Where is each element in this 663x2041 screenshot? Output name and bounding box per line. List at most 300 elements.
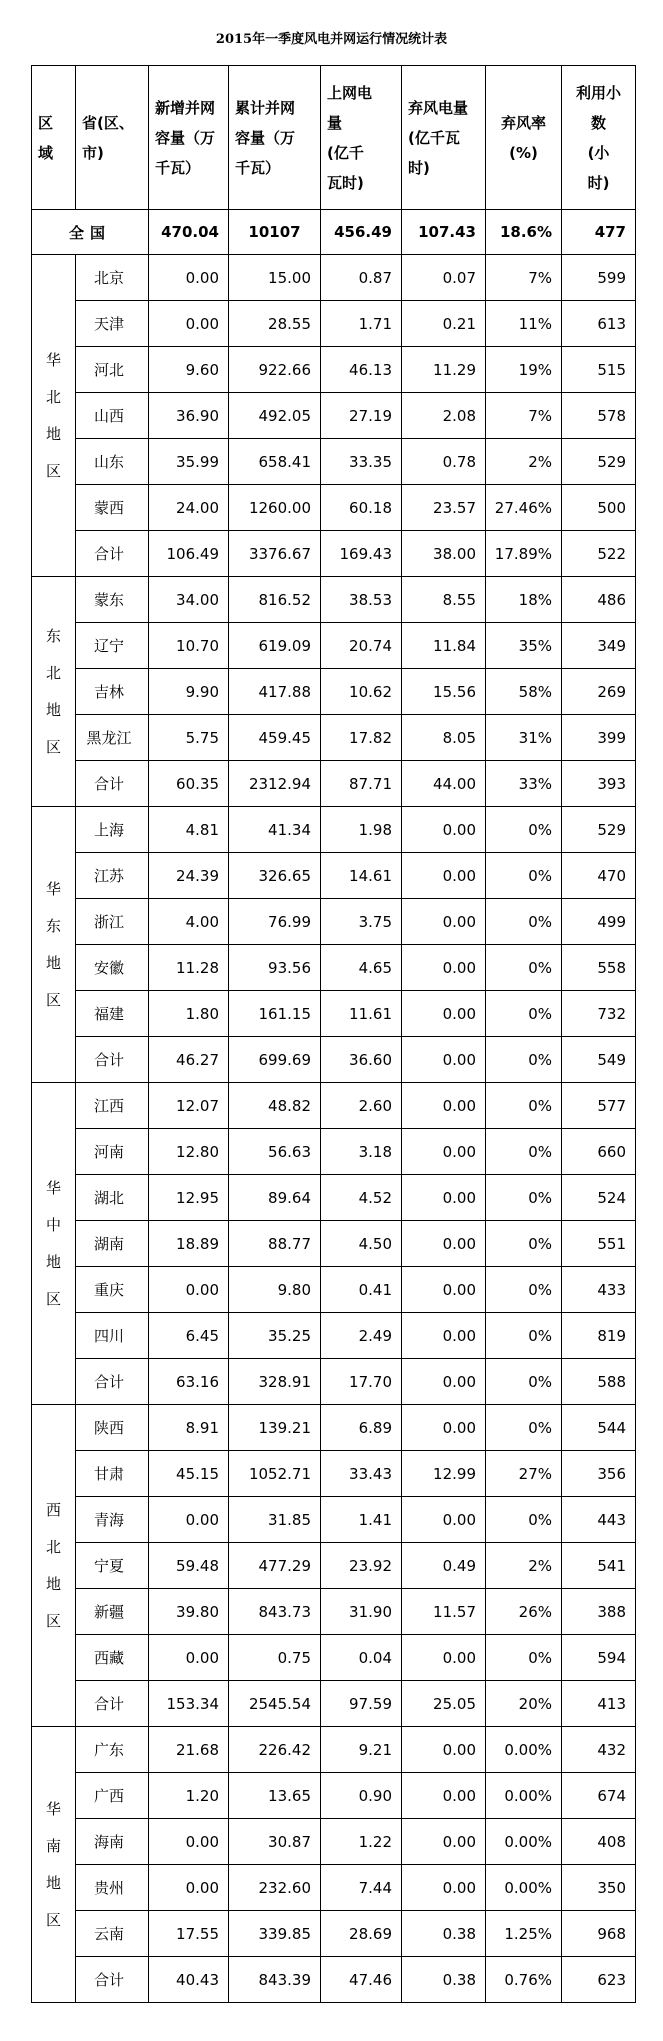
generation: 2.60 [321, 1083, 402, 1129]
generation: 0.87 [321, 255, 402, 301]
new-capacity: 6.45 [149, 1313, 229, 1359]
province-name: 青海 [76, 1497, 149, 1543]
region-name-char: 南 [45, 1836, 61, 1855]
header-province [76, 66, 149, 210]
generation: 60.18 [321, 485, 402, 531]
utilization-hours: 399 [562, 715, 636, 761]
new-capacity: 24.00 [149, 485, 229, 531]
utilization-hours: 499 [562, 899, 636, 945]
region-name-char: 地 [45, 700, 61, 719]
province-name: 重庆 [76, 1267, 149, 1313]
cumulative-capacity: 76.99 [229, 899, 321, 945]
abandon-rate: 19% [486, 347, 562, 393]
table-row [32, 1175, 636, 1221]
abandon-rate: 0.00% [486, 1773, 562, 1819]
new-capacity: 21.68 [149, 1727, 229, 1773]
province-name: 河南 [76, 1129, 149, 1175]
abandon-rate: 0.00% [486, 1865, 562, 1911]
generation: 2.49 [321, 1313, 402, 1359]
abandon-rate: 20% [486, 1681, 562, 1727]
utilization-hours: 819 [562, 1313, 636, 1359]
utilization-hours: 413 [562, 1681, 636, 1727]
cumulative-capacity: 843.73 [229, 1589, 321, 1635]
province-name: 陕西 [76, 1405, 149, 1451]
new-capacity: 40.43 [149, 1957, 229, 2003]
abandon-rate: 0% [486, 1129, 562, 1175]
abandoned-generation: 0.00 [402, 853, 486, 899]
table-row [32, 1957, 636, 2003]
new-capacity: 46.27 [149, 1037, 229, 1083]
abandon-rate: 0% [486, 1405, 562, 1451]
utilization-hours: 522 [562, 531, 636, 577]
header-line: 利用小 [575, 83, 621, 102]
region-name-char: 区 [45, 1289, 61, 1308]
abandon-rate: 0.00% [486, 1819, 562, 1865]
abandoned-generation: 38.00 [402, 531, 486, 577]
generation: 17.82 [321, 715, 402, 761]
new-capacity: 24.39 [149, 853, 229, 899]
abandon-rate: 0% [486, 1497, 562, 1543]
utilization-hours: 350 [562, 1865, 636, 1911]
region-name-char: 东 [45, 626, 61, 645]
cumulative-capacity: 41.34 [229, 807, 321, 853]
cumulative-capacity: 232.60 [229, 1865, 321, 1911]
cumulative-capacity: 816.52 [229, 577, 321, 623]
region-name-char: 华 [45, 879, 61, 898]
generation: 1.98 [321, 807, 402, 853]
province-name: 合计 [76, 761, 149, 807]
table-row [32, 945, 636, 991]
utilization-hours: 577 [562, 1083, 636, 1129]
generation: 1.71 [321, 301, 402, 347]
table-row [32, 1313, 636, 1359]
new-capacity: 9.60 [149, 347, 229, 393]
new-capacity: 9.90 [149, 669, 229, 715]
province-name: 云南 [76, 1911, 149, 1957]
generation: 0.04 [321, 1635, 402, 1681]
cumulative-capacity: 477.29 [229, 1543, 321, 1589]
province-name: 广东 [76, 1727, 149, 1773]
province-name: 上海 [76, 807, 149, 853]
abandon-rate: 17.89% [486, 531, 562, 577]
table-row [32, 1497, 636, 1543]
cumulative-capacity: 492.05 [229, 393, 321, 439]
abandon-rate: 35% [486, 623, 562, 669]
new-capacity: 11.28 [149, 945, 229, 991]
header-line: 千瓦） [235, 158, 281, 177]
header-line: 累计并网 [235, 98, 296, 117]
table-row [32, 1819, 636, 1865]
table-row [32, 1773, 636, 1819]
region-name [32, 1727, 76, 2003]
abandoned-generation: 0.21 [402, 301, 486, 347]
abandon-rate: 33% [486, 761, 562, 807]
region-name [32, 1083, 76, 1405]
table-row [32, 623, 636, 669]
province-name: 山东 [76, 439, 149, 485]
new-capacity: 34.00 [149, 577, 229, 623]
national-total-row [32, 210, 636, 255]
header-line: 千瓦） [155, 158, 201, 177]
utilization-hours: 968 [562, 1911, 636, 1957]
abandon-rate: 0% [486, 899, 562, 945]
cumulative-capacity: 89.64 [229, 1175, 321, 1221]
utilization-hours: 470 [562, 853, 636, 899]
abandoned-generation: 0.00 [402, 1037, 486, 1083]
abandoned-generation: 8.55 [402, 577, 486, 623]
province-name: 湖南 [76, 1221, 149, 1267]
cumulative-capacity: 30.87 [229, 1819, 321, 1865]
region-name-char: 地 [45, 1873, 61, 1892]
abandon-rate: 0% [486, 807, 562, 853]
abandoned-generation: 0.00 [402, 1221, 486, 1267]
generation: 33.35 [321, 439, 402, 485]
generation: 1.22 [321, 1819, 402, 1865]
abandoned-generation: 0.00 [402, 1865, 486, 1911]
generation: 87.71 [321, 761, 402, 807]
generation: 3.18 [321, 1129, 402, 1175]
header-line: (小 [587, 143, 610, 162]
abandon-rate: 0% [486, 1267, 562, 1313]
header-line: 时) [587, 173, 610, 192]
generation: 3.75 [321, 899, 402, 945]
province-name: 吉林 [76, 669, 149, 715]
utilization-hours: 443 [562, 1497, 636, 1543]
generation: 46.13 [321, 347, 402, 393]
province-name: 合计 [76, 531, 149, 577]
utilization-hours: 356 [562, 1451, 636, 1497]
new-capacity: 18.89 [149, 1221, 229, 1267]
header-line: 瓦时) [327, 173, 364, 192]
region-name-char: 北 [45, 387, 61, 406]
region-name [32, 577, 76, 807]
province-name: 辽宁 [76, 623, 149, 669]
province-name: 湖北 [76, 1175, 149, 1221]
table-row [32, 255, 636, 301]
table-row [32, 1589, 636, 1635]
header-line: 量 [327, 113, 343, 132]
generation: 27.19 [321, 393, 402, 439]
table-row [32, 1727, 636, 1773]
abandon-rate: 0% [486, 1083, 562, 1129]
generation: 10.62 [321, 669, 402, 715]
cumulative-capacity: 326.65 [229, 853, 321, 899]
new-capacity: 39.80 [149, 1589, 229, 1635]
abandoned-generation: 2.08 [402, 393, 486, 439]
province-name: 天津 [76, 301, 149, 347]
abandon-rate: 27% [486, 1451, 562, 1497]
national-total-label: 全国 [32, 210, 149, 255]
abandon-rate: 26% [486, 1589, 562, 1635]
abandon-rate: 0% [486, 1221, 562, 1267]
abandon-rate: 1.25% [486, 1911, 562, 1957]
abandoned-generation: 0.00 [402, 1175, 486, 1221]
header-line: 时) [408, 158, 430, 177]
header-line: (亿千 [327, 143, 364, 162]
province-name: 江苏 [76, 853, 149, 899]
utilization-hours: 524 [562, 1175, 636, 1221]
cumulative-capacity: 35.25 [229, 1313, 321, 1359]
abandoned-generation: 0.38 [402, 1957, 486, 2003]
abandon-rate: 58% [486, 669, 562, 715]
new-capacity: 1.20 [149, 1773, 229, 1819]
cumulative-capacity: 0.75 [229, 1635, 321, 1681]
new-capacity: 10.70 [149, 623, 229, 669]
generation: 9.21 [321, 1727, 402, 1773]
table-row [32, 1267, 636, 1313]
abandon-rate: 27.46% [486, 485, 562, 531]
abandon-rate: 18% [486, 577, 562, 623]
region-name-char: 北 [45, 1537, 61, 1556]
utilization-hours: 433 [562, 1267, 636, 1313]
utilization-hours: 388 [562, 1589, 636, 1635]
cumulative-capacity: 328.91 [229, 1359, 321, 1405]
new-capacity: 63.16 [149, 1359, 229, 1405]
region-name-char: 中 [45, 1215, 61, 1234]
generation: 36.60 [321, 1037, 402, 1083]
generation: 23.92 [321, 1543, 402, 1589]
utilization-hours: 393 [562, 761, 636, 807]
region-name-char: 地 [45, 953, 61, 972]
header-line: 数 [590, 113, 606, 132]
region-name-char: 区 [45, 1611, 61, 1630]
utilization-hours: 599 [562, 255, 636, 301]
cumulative-capacity: 31.85 [229, 1497, 321, 1543]
cumulative-capacity: 843.39 [229, 1957, 321, 2003]
abandoned-generation: 0.38 [402, 1911, 486, 1957]
abandoned-generation: 0.00 [402, 1267, 486, 1313]
cumulative-capacity: 161.15 [229, 991, 321, 1037]
new-capacity: 0.00 [149, 1819, 229, 1865]
generation: 17.70 [321, 1359, 402, 1405]
utilization-hours: 349 [562, 623, 636, 669]
header-line: (亿千瓦 [408, 128, 460, 147]
utilization-hours: 541 [562, 1543, 636, 1589]
province-name: 贵州 [76, 1865, 149, 1911]
abandoned-generation: 0.49 [402, 1543, 486, 1589]
cumulative-capacity: 922.66 [229, 347, 321, 393]
abandon-rate: 11% [486, 301, 562, 347]
header-line: 新增并网 [155, 98, 216, 117]
table-row [32, 715, 636, 761]
header-line: 省(区、 [82, 113, 134, 132]
new-capacity: 8.91 [149, 1405, 229, 1451]
table-row [32, 1451, 636, 1497]
cumulative-capacity: 699.69 [229, 1037, 321, 1083]
abandon-rate: 0% [486, 853, 562, 899]
abandoned-generation: 0.07 [402, 255, 486, 301]
cumulative-capacity: 15.00 [229, 255, 321, 301]
generation: 47.46 [321, 1957, 402, 2003]
new-capacity: 5.75 [149, 715, 229, 761]
abandoned-generation: 8.05 [402, 715, 486, 761]
table-row [32, 439, 636, 485]
national-hours: 477 [562, 210, 636, 255]
header-line: 弃风电量 [408, 98, 469, 117]
utilization-hours: 623 [562, 1957, 636, 2003]
wind-power-statistics-table [31, 65, 636, 2003]
region-name-char: 东 [45, 916, 61, 935]
new-capacity: 45.15 [149, 1451, 229, 1497]
table-row [32, 1405, 636, 1451]
abandoned-generation: 0.00 [402, 1497, 486, 1543]
abandon-rate: 0% [486, 1635, 562, 1681]
cumulative-capacity: 459.45 [229, 715, 321, 761]
cumulative-capacity: 658.41 [229, 439, 321, 485]
national-new-capacity: 470.04 [149, 210, 229, 255]
table-title: 2015年一季度风电并网运行情况统计表 [215, 32, 448, 47]
table-row [32, 1681, 636, 1727]
cumulative-capacity: 9.80 [229, 1267, 321, 1313]
abandoned-generation: 12.99 [402, 1451, 486, 1497]
region-name-char: 西 [45, 1500, 61, 1519]
header-line: 区 [38, 113, 54, 132]
cumulative-capacity: 88.77 [229, 1221, 321, 1267]
table-row [32, 669, 636, 715]
region-name-char: 区 [45, 1910, 61, 1929]
abandon-rate: 0% [486, 1175, 562, 1221]
header-rate [486, 66, 562, 210]
cumulative-capacity: 2312.94 [229, 761, 321, 807]
abandon-rate: 0.00% [486, 1727, 562, 1773]
header-line: 上网电 [327, 83, 373, 102]
header-abandoned [402, 66, 486, 210]
province-name: 浙江 [76, 899, 149, 945]
table-row [32, 1635, 636, 1681]
table-row [32, 1911, 636, 1957]
region-name-char: 华 [45, 350, 61, 369]
utilization-hours: 674 [562, 1773, 636, 1819]
cumulative-capacity: 1260.00 [229, 485, 321, 531]
table-row [32, 347, 636, 393]
abandoned-generation: 0.78 [402, 439, 486, 485]
table-row [32, 807, 636, 853]
generation: 4.50 [321, 1221, 402, 1267]
header-line: 容量（万 [235, 128, 296, 147]
generation: 0.90 [321, 1773, 402, 1819]
utilization-hours: 515 [562, 347, 636, 393]
region-name-char: 华 [45, 1799, 61, 1818]
generation: 1.41 [321, 1497, 402, 1543]
new-capacity: 153.34 [149, 1681, 229, 1727]
table-row [32, 1083, 636, 1129]
new-capacity: 12.80 [149, 1129, 229, 1175]
header-generation [321, 66, 402, 210]
table-row [32, 1543, 636, 1589]
header-line: 弃风率 [500, 113, 546, 132]
table-body [32, 66, 636, 2003]
table-row [32, 761, 636, 807]
utilization-hours: 549 [562, 1037, 636, 1083]
utilization-hours: 500 [562, 485, 636, 531]
abandon-rate: 2% [486, 1543, 562, 1589]
abandoned-generation: 0.00 [402, 807, 486, 853]
abandoned-generation: 23.57 [402, 485, 486, 531]
province-name: 山西 [76, 393, 149, 439]
utilization-hours: 660 [562, 1129, 636, 1175]
abandoned-generation: 0.00 [402, 1773, 486, 1819]
generation: 6.89 [321, 1405, 402, 1451]
abandoned-generation: 0.00 [402, 1635, 486, 1681]
generation: 169.43 [321, 531, 402, 577]
abandoned-generation: 0.00 [402, 1313, 486, 1359]
new-capacity: 12.95 [149, 1175, 229, 1221]
province-name: 合计 [76, 1681, 149, 1727]
utilization-hours: 408 [562, 1819, 636, 1865]
abandoned-generation: 0.00 [402, 1083, 486, 1129]
generation: 97.59 [321, 1681, 402, 1727]
utilization-hours: 269 [562, 669, 636, 715]
province-name: 黑龙江 [76, 715, 149, 761]
table-row [32, 1129, 636, 1175]
province-name: 新疆 [76, 1589, 149, 1635]
generation: 14.61 [321, 853, 402, 899]
abandoned-generation: 44.00 [402, 761, 486, 807]
province-name: 河北 [76, 347, 149, 393]
generation: 7.44 [321, 1865, 402, 1911]
abandoned-generation: 0.00 [402, 1405, 486, 1451]
national-generation: 456.49 [321, 210, 402, 255]
utilization-hours: 529 [562, 439, 636, 485]
region-name [32, 255, 76, 577]
header-new-capacity [149, 66, 229, 210]
abandoned-generation: 15.56 [402, 669, 486, 715]
table-row [32, 1865, 636, 1911]
abandoned-generation: 25.05 [402, 1681, 486, 1727]
new-capacity: 4.00 [149, 899, 229, 945]
abandoned-generation: 11.57 [402, 1589, 486, 1635]
new-capacity: 0.00 [149, 1267, 229, 1313]
abandoned-generation: 0.00 [402, 1359, 486, 1405]
abandoned-generation: 0.00 [402, 1727, 486, 1773]
abandon-rate: 7% [486, 393, 562, 439]
abandon-rate: 0% [486, 1313, 562, 1359]
region-name-char: 地 [45, 424, 61, 443]
cumulative-capacity: 28.55 [229, 301, 321, 347]
province-name: 蒙西 [76, 485, 149, 531]
abandoned-generation: 0.00 [402, 945, 486, 991]
cumulative-capacity: 417.88 [229, 669, 321, 715]
province-name: 福建 [76, 991, 149, 1037]
province-name: 宁夏 [76, 1543, 149, 1589]
province-name: 合计 [76, 1957, 149, 2003]
abandon-rate: 0% [486, 1359, 562, 1405]
cumulative-capacity: 48.82 [229, 1083, 321, 1129]
table-row [32, 991, 636, 1037]
new-capacity: 0.00 [149, 1865, 229, 1911]
abandoned-generation: 11.29 [402, 347, 486, 393]
new-capacity: 0.00 [149, 1635, 229, 1681]
utilization-hours: 486 [562, 577, 636, 623]
table-row [32, 1037, 636, 1083]
region-name-char: 地 [45, 1252, 61, 1271]
province-name: 四川 [76, 1313, 149, 1359]
province-name: 蒙东 [76, 577, 149, 623]
utilization-hours: 544 [562, 1405, 636, 1451]
region-name [32, 1405, 76, 1727]
new-capacity: 106.49 [149, 531, 229, 577]
generation: 4.52 [321, 1175, 402, 1221]
generation: 4.65 [321, 945, 402, 991]
new-capacity: 59.48 [149, 1543, 229, 1589]
table-row [32, 393, 636, 439]
cumulative-capacity: 2545.54 [229, 1681, 321, 1727]
abandoned-generation: 0.00 [402, 1819, 486, 1865]
generation: 0.41 [321, 1267, 402, 1313]
region-name-char: 区 [45, 990, 61, 1009]
generation: 20.74 [321, 623, 402, 669]
new-capacity: 0.00 [149, 1497, 229, 1543]
